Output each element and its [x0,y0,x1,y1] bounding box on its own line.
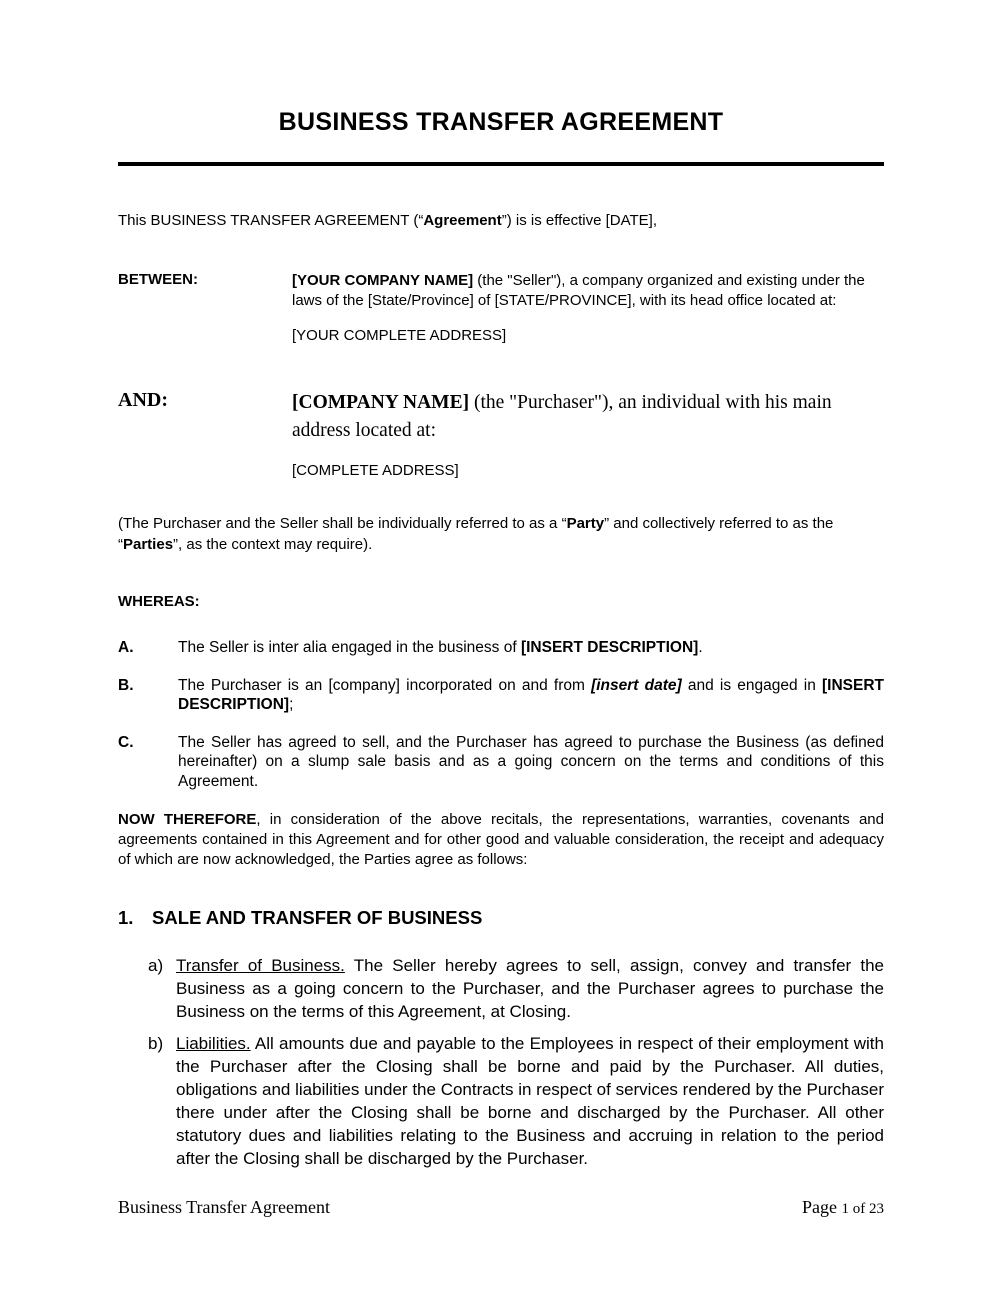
clause-b-text [176,1032,884,1170]
intro-text-pre: This BUSINESS TRANSFER AGREEMENT (“ [118,212,424,229]
footer-page-info: 1 of 23 [841,1201,884,1217]
now-therefore-paragraph [118,810,884,870]
between-content [292,271,884,346]
insert-date-placeholder: [insert date] [591,676,682,694]
agreement-term: Agreement [423,212,502,229]
clause-b-title: Liabilities. [176,1034,251,1053]
now-therefore-term: NOW THEREFORE [118,811,257,828]
document-title: BUSINESS TRANSFER AGREEMENT [278,108,724,136]
seller-description-text: (the "Seller"), a company organized and existing under the laws of the [State/Province] of [STATE/PROVINCE], with its head office located at: [292,272,865,309]
footer-page-word: Page [802,1197,842,1217]
purchaser-description [292,389,884,445]
clause-a-marker: a) [148,956,164,975]
purchaser-address-placeholder: [COMPLETE ADDRESS] [292,462,459,479]
footer-document-title: Business Transfer Agreement [118,1197,330,1217]
recital-b-text [178,676,884,715]
clause-b-marker: b) [148,1034,164,1053]
recital-a-text [178,638,884,658]
recital-a-label: A. [118,639,134,656]
recital-b-seg3: ; [289,696,294,713]
and-content [292,389,884,481]
recital-b-seg2: and is engaged in [681,676,822,694]
parties-note [118,514,884,555]
recital-a [118,638,884,658]
recital-c-label: C. [118,733,134,751]
clause-b [118,1032,884,1170]
clause-a-title: Transfer of Business. [176,956,345,975]
clause-a [118,954,884,1023]
purchaser-description-text: (the "Purchaser"), an individual with his main address located at: [292,392,832,441]
parties-term: Parties [123,535,174,553]
section-1-title: SALE AND TRANSFER OF BUSINESS [152,907,483,928]
recital-b-placeholder: [INSERT DESCRIPTION] [178,676,884,713]
now-therefore-text: , in consideration of the above recitals, the representations, warranties, covenants and agreements contained in this Agreement and for other good and valuable consideration, the receipt and adequacy of which are now acknowledged, the Parties agree as follows: [118,811,884,868]
seller-company-placeholder: [YOUR COMPANY NAME] [292,272,474,289]
parties-note-seg2: ” and collectively referred to as the “ [118,515,834,553]
seller-description [292,271,884,311]
and-label: AND: [118,389,168,411]
section-1-heading [118,907,884,929]
intro-paragraph [118,211,884,231]
page-footer [118,1197,884,1218]
recital-b [118,676,884,715]
purchaser-company-placeholder: [COMPANY NAME] [292,392,470,413]
recital-b-seg1: The Purchaser is an [company] incorporated on and from [178,676,592,694]
recital-b-label: B. [118,676,134,694]
clause-a-text [176,954,884,1023]
and-block [118,389,884,481]
party-term: Party [566,515,605,532]
between-label: BETWEEN: [118,271,198,288]
parties-note-seg1: (The Purchaser and the Seller shall be individually referred to as a “ [118,515,567,532]
recital-a-placeholder: [INSERT DESCRIPTION] [520,639,699,656]
recital-c [118,733,884,792]
whereas-heading: WHEREAS: [118,593,200,610]
parties-note-seg3: ”, as the context may require). [173,535,373,553]
title-divider [118,162,884,166]
between-block [118,271,884,346]
footer-page-number [802,1197,884,1218]
recital-c-text: The Seller has agreed to sell, and the Purchaser has agreed to purchase the Business (as defined hereinafter) on a slump sale basis and as a going concern on the terms and conditions of this Agreement. [178,733,884,790]
clause-a-body: The Seller hereby agrees to sell, assign, convey and transfer the Business as a going concern to the Purchaser, and the Purchaser agrees to purchase the Business on the terms of this Agreement, at Closing. [176,956,884,1021]
recital-a-post: . [698,639,703,656]
seller-address-placeholder: [YOUR COMPLETE ADDRESS] [292,327,507,344]
clause-b-body: All amounts due and payable to the Employees in respect of their employment with the Purchaser after the Closing shall be borne and paid by the Purchaser. All duties, obligations and liabilities under the Contracts in respect of services rendered by the Purchaser there under after the Closing shall be borne and discharged by the Purchaser. All other statutory dues and liabilities relating to the Business and accruing in relation to the period after the Closing shall be discharged by the Purchaser. [176,1034,884,1168]
section-1-number: 1. [118,907,134,928]
recital-a-pre: The Seller is inter alia engaged in the business of [178,639,521,656]
intro-text-post: ”) is is effective [DATE], [501,212,658,229]
